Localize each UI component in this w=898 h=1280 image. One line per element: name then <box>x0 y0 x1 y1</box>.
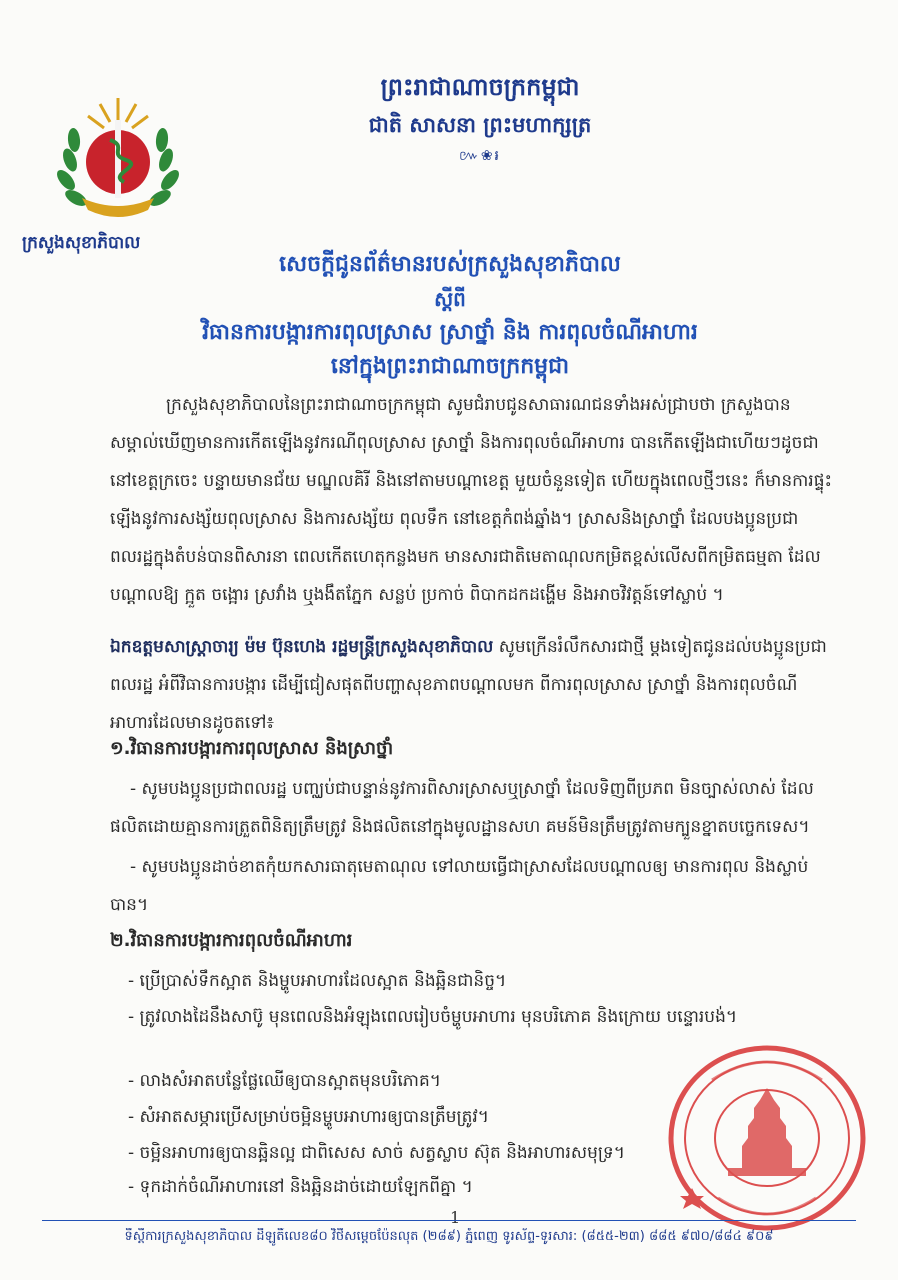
section-2-bullet-3: - លាងសំអាតបន្លែផ្លែឈើឲ្យបានស្អាតមុនបរិភោគ។ <box>128 1071 441 1091</box>
ornament-divider: ៚❀៛ <box>459 148 501 164</box>
section-2-bullet-6: - ទុកដាក់ចំណីអាហារនៅ និងឆ្អិនដាច់ដោយឡែកពីគ្នា ។ <box>128 1177 473 1197</box>
footer-divider <box>42 1220 856 1221</box>
section-2-bullet-5: - ចម្អិនអាហារឲ្យបានឆ្អិនល្អ ជាពិសេស សាច់ សត្វស្លាប ស៊ុត និងអាហារសមុទ្រ។ <box>128 1143 625 1163</box>
title-line-2: ស្តីពី <box>434 287 466 311</box>
ministry-emblem-icon <box>48 90 188 230</box>
section-2-title: ២.វិធានការបង្ការការពុលចំណីអាហារ <box>110 930 353 951</box>
paragraph-2 <box>110 628 832 742</box>
paragraph-1: ក្រសួងសុខាភិបាលនៃព្រះរាជាណាចក្រកម្ពុជា សូមជំរាបជូនសាធារណជនទាំងអស់ជ្រាបថា ក្រសួងបានសម្គាល់ឃើញមានការកើតឡើងនូវករណីពុលស្រាស ស្រាថ្នាំ និងការពុលចំណីអាហារ បានកើតឡើងជាហើយៗដូចជានៅខេត្តក្រចេះ បន្ទាយមានជ័យ មណ្ឌលគិរី និងនៅតាមបណ្តាខេត្ត មួយចំនួនទៀត ហើយក្នុងពេលថ្មីៗនេះ ក៏មានការផ្ទុះឡើងនូវការសង្ស័យពុលស្រាស និងការសង្ស័យ ពុលទឹក នៅខេត្តកំពង់ឆ្នាំង។ ស្រាសនិងស្រាថ្នាំ ដែលបងប្អូនប្រជាពលរដ្ឋក្នុងតំបន់បានពិសារនា ពេលកើតហេតុកន្លងមក មានសារជាតិមេតាណុលកម្រិតខ្ពស់លើសពីកម្រិតធម្មតា ដែលបណ្តាលឱ្យ ក្អួត ចង្អោរ ស្រវាំង ឬងងឹតភ្នែក សន្លប់ ប្រកាច់ ពិបាកដកដង្ហើម និងអាចវិវត្តន៍ទៅស្លាប់ ។ <box>110 395 832 605</box>
page-number: 1 <box>450 1208 461 1227</box>
footer-address: ទីស្តីការក្រសួងសុខាភិបាល ដីឡូតិ៍លេខ៨០ វិថីសម្តេចប៉ែនលុត (២៨៩) ភ្នំពេញ ទូរស័ព្ទ-ទូរសារ: (៨៥៥-២៣) ៨៨៥ ៩៧០/៨៨៤ ៩០៩ <box>124 1229 774 1244</box>
section-1-item-1: - សូមបងប្អូនប្រជាពលរដ្ឋ បញ្ឈប់ជាបន្ទាន់នូវការពិសារស្រាសឬស្រាថ្នាំ ដែលទិញពីប្រភព មិនច្បាស់លាស់ ដែលផលិតដោយគ្មានការត្រួតពិនិត្យត្រឹមត្រូវ និងផលិតនៅក្នុងមូលដ្ឋានសហ គមន៍មិនត្រឹមត្រូវតាមក្បួនខ្នាតបច្ចេកទេស។ <box>110 779 814 837</box>
section-1-title: ១.វិធានការបង្ការការពុលស្រាស និងស្រាថ្នាំ <box>110 738 394 759</box>
title-line-4: នៅក្នុងព្រះរាជាណាចក្រកម្ពុជា <box>330 354 570 379</box>
official-seal-icon <box>662 1038 872 1238</box>
national-motto: ជាតិ សាសនា ព្រះមហាក្សត្រ <box>368 113 592 137</box>
title-line-1: សេចក្តីជូនព័ត៌មានរបស់ក្រសួងសុខាភិបាល <box>279 252 621 277</box>
section-2-bullet-2: - ត្រូវលាងដៃនឹងសាប៊ូ មុនពេលនិងអំឡុងពេលរៀបចំម្ហូបអាហារ មុនបរិភោគ និងក្រោយ បន្ទោរបង់។ <box>128 1007 738 1027</box>
section-1-item-2: - សូមបងប្អូនដាច់ខាតកុំយកសារធាតុមេតាណុល ទៅលាយធ្វើជាស្រាសដែលបណ្តាលឲ្យ មានការពុល និងស្លាប់បាន។ <box>110 857 809 915</box>
kingdom-title: ព្រះរាជាណាចក្រកម្ពុជា <box>380 73 580 101</box>
section-2-bullet-1: - ប្រើប្រាស់ទឹកស្អាត និងម្ហូបអាហារដែលស្អាត និងឆ្អិនជានិច្ច។ <box>128 971 507 991</box>
paragraph-2-text: សូមក្រើនរំលឹកសារជាថ្មី ម្តងទៀតជូនដល់បងប្អូនប្រជាពលរដ្ឋ អំពីវិធានការបង្ការ ដើម្បីជៀសផុតពីបញ្ហាសុខភាពបណ្តាលមក ពីការពុលស្រាស ស្រាថ្នាំ និងការពុលចំណីអាហារដែលមានដូចតទៅ៖ <box>110 637 827 733</box>
section-2-bullet-4: - សំអាតសម្ភារប្រើសម្រាប់ចម្អិនម្ហូបអាហារឲ្យបានត្រឹមត្រូវ។ <box>128 1107 490 1127</box>
ministry-name: ក្រសួងសុខាភិបាល <box>22 233 141 253</box>
minister-name: ឯកឧត្តមសាស្ត្រាចារ្យ ម៉ម ប៊ុនហេង រដ្ឋមន្ត្រីក្រសួងសុខាភិបាល <box>110 637 494 657</box>
title-line-3: វិធានការបង្ការការពុលស្រាស ស្រាថ្នាំ និង ការពុលចំណីអាហារ <box>202 320 698 345</box>
